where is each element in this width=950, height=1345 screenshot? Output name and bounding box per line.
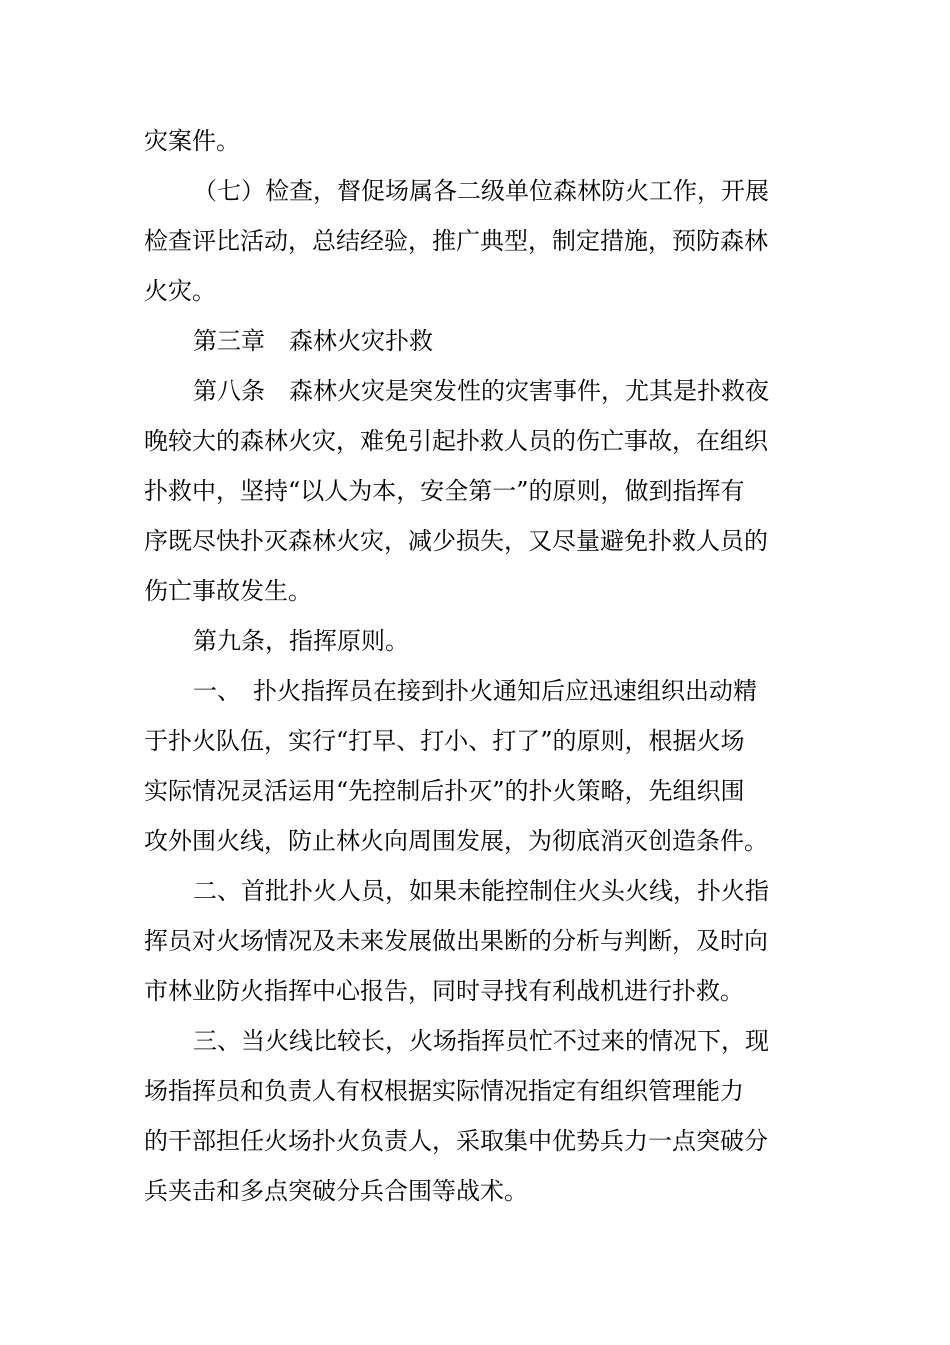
text-line: 二、首批扑火人员，如果未能控制住火头火线，扑火指 xyxy=(193,877,769,905)
text-line: 场指挥员和负责人有权根据实际情况指定有组织管理能力 xyxy=(144,1077,744,1105)
text-line: 晚较大的森林火灾，难免引起扑救人员的伤亡事故，在组织 xyxy=(144,427,768,455)
text-line: 市林业防火指挥中心报告，同时寻找有利战机进行扑救。 xyxy=(144,977,744,1005)
text-line: 灾案件。 xyxy=(144,127,240,155)
text-line: 第八条 森林火灾是突发性的灾害事件，尤其是扑救夜 xyxy=(193,377,769,405)
text-line: 于扑火队伍，实行“打早、打小、打了”的原则，根据火场 xyxy=(144,727,745,755)
text-line: 兵夹击和多点突破分兵合围等战术。 xyxy=(144,1177,528,1205)
text-line: 火灾。 xyxy=(144,277,216,305)
text-line: 检查评比活动，总结经验，推广典型，制定措施，预防森林 xyxy=(144,227,768,255)
text-line: 的干部担任火场扑火负责人，采取集中优势兵力一点突破分 xyxy=(144,1127,768,1155)
text-line: 扑救中，坚持“以人为本，安全第一”的原则，做到指挥有 xyxy=(144,477,745,505)
text-line: 序既尽快扑灭森林火灾，减少损失，又尽量避免扑救人员的 xyxy=(144,527,768,555)
chapter-heading: 第三章 森林火灾扑救 xyxy=(193,327,433,355)
text-line: 第九条，指挥原则。 xyxy=(193,627,409,655)
text-line: 挥员对火场情况及未来发展做出果断的分析与判断，及时向 xyxy=(144,927,768,955)
text-line: （七）检查，督促场属各二级单位森林防火工作，开展 xyxy=(193,177,769,205)
text-line: 一、 扑火指挥员在接到扑火通知后应迅速组织出动精 xyxy=(193,677,757,705)
text-line: 攻外围火线，防止林火向周围发展，为彻底消灭创造条件。 xyxy=(144,827,768,855)
text-line: 实际情况灵活运用“先控制后扑灭”的扑火策略，先组织围 xyxy=(144,777,745,805)
text-line: 三、当火线比较长，火场指挥员忙不过来的情况下，现 xyxy=(193,1027,769,1055)
text-line: 伤亡事故发生。 xyxy=(144,577,312,605)
